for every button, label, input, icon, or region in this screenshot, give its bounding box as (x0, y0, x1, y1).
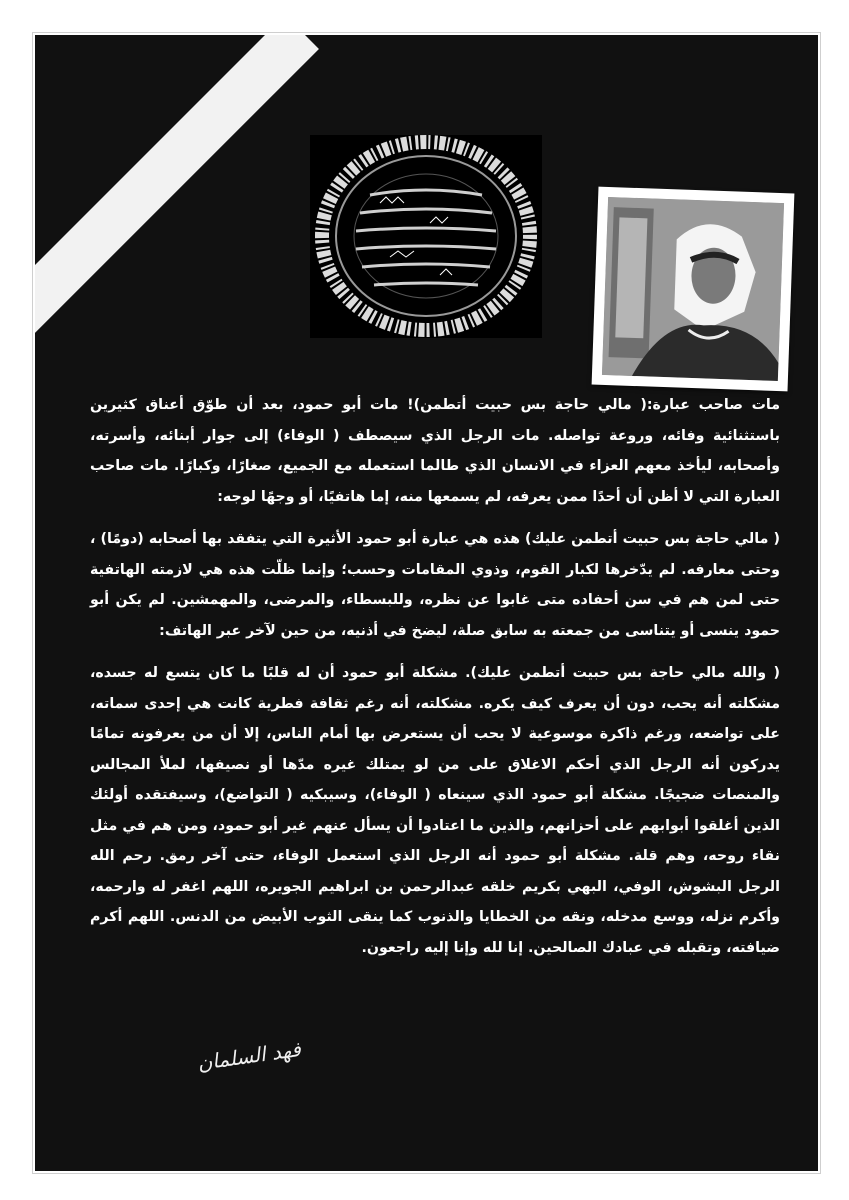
portrait-image (602, 197, 784, 381)
quran-calligraphy-image (310, 135, 542, 338)
paragraph-2: ( مالي حاجة بس حبيت أتطمن عليك) هذه هي عبارة أبو حمود الأثيرة التي يتفقد بها أصحابه (دومًا) ، وحتى معارفه. لم يدّخرها لكبار القوم، وذوي المقامات وحسب؛ وإنما ظلّت هذه هي لازمته الهاتفية حتى لمن هم في سن أحفاده متى غابوا عن نظره، وللبسطاء، والمرضى، والمهمشين. لم يكن أبو حمود ينسى أو يتناسى من جمعته به سابق صلة، ليضخ في أذنيه، من حين لآخر عبر الهاتف: (90, 531, 780, 639)
signature: فهد السلمان (195, 1036, 303, 1076)
paragraph-1: مات صاحب عبارة:( مالي حاجة بس حبيت أتطمن)! مات أبو حمود، بعد أن طوّق أعناق كثيرين باستثنائية وفائه، وروعة تواصله. مات الرجل الذي سيصطف ( الوفاء) إلى جوار أبنائه، وأسرته، وأصحابه، ليأخذ معهم العزاء في الانسان الذي طالما استعمله مع الجميع، صغارًا، وكبارًا. مات صاحب العبارة التي لا أظن أن أحدًا ممن يعرفه، لم يسمعها منه، إما هاتفيًا، أو وجهًا لوجه: (90, 397, 780, 505)
calligraphy-circle-icon (310, 135, 542, 338)
paragraph-3: ( والله مالي حاجة بس حبيت أتطمن عليك). مشكلة أبو حمود أن له قلبًا ما كان يتسع له جسده، مشكلته أنه يحب، دون أن يعرف كيف يكره. مشكلته، أنه رغم ثقافة فطرية كانت هي إحدى سماته، على تواضعه، ورغم ذاكرة موسوعية لا يحب أن يستعرض بها أمام الناس، إلا أن من يعرفونه تمامًا يدركون أنه الرجل الذي أحكم الاغلاق على من لو يمتلك غيره مدّها أو نصيفها، لملأ المجالس والمنصات ضجيجًا. مشكلة أبو حمود الذي سينعاه ( الوفاء)، وسيبكيه ( التواضع)، وسيفتقده أولئك الذين أغلقوا أبوابهم على أحزانهم، والذين ما اعتادوا أن يسأل عنهم غير أبو حمود، ومن هم في مثل نقاء روحه، وهم قلة. مشكلة أبو حمود أنه الرجل الذي استعمل الوفاء، حتى آخر رمق. رحم الله الرجل البشوش، الوفي، البهي بكريم خلقه عبدالرحمن بن ابراهيم الجويره، اللهم اغفر له وارحمه، وأكرم نزله، ووسع مدخله، ونقه من الخطايا والذنوب كما ينقى الثوب الأبيض من الدنس. اللهم أكرم ضيافته، وتقبله في عبادك الصالحين. إنا لله وإنا إليه راجعون. (90, 665, 780, 956)
condolence-text (90, 390, 780, 975)
mourning-sash (33, 33, 319, 374)
condolence-frame (33, 33, 820, 1173)
deceased-photo (592, 187, 795, 392)
portrait-icon (602, 197, 784, 381)
